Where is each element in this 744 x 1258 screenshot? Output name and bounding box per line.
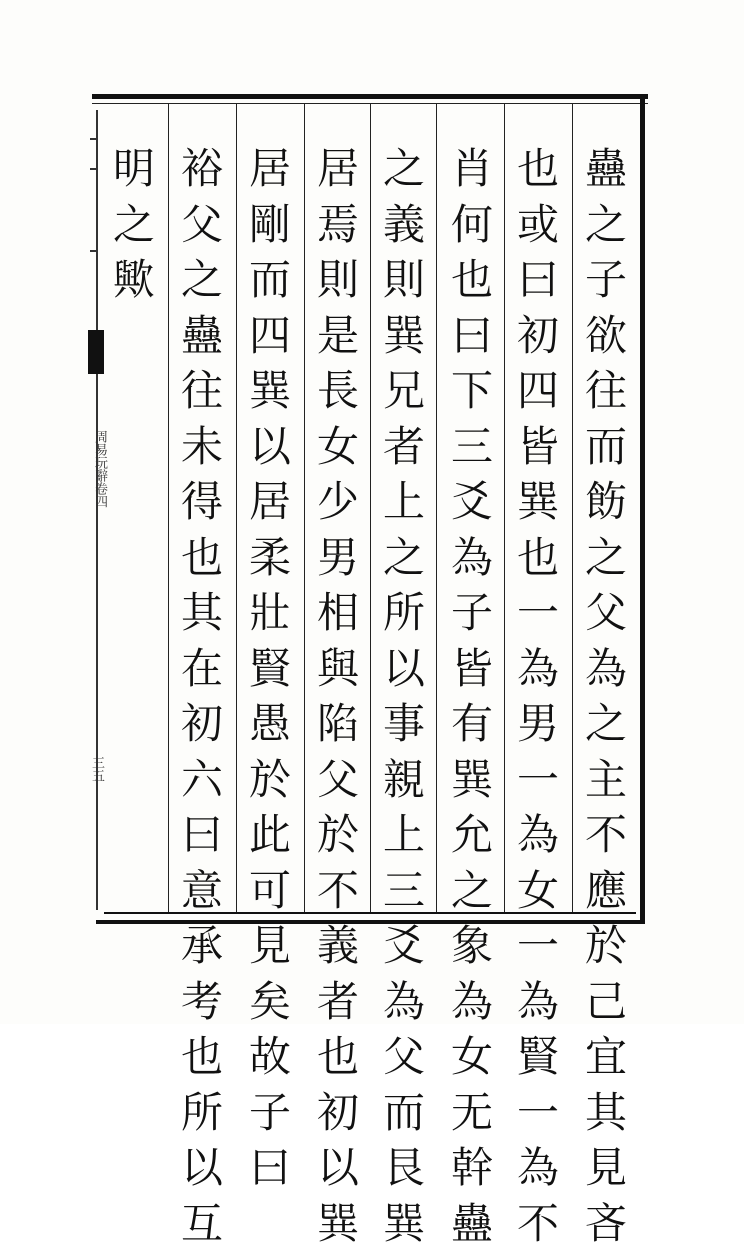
column-char: 吝: [585, 1203, 627, 1258]
column-char: 柔: [249, 537, 291, 593]
column-char: 爻: [383, 925, 425, 981]
column-rule: [370, 104, 371, 912]
column-char: 居: [249, 481, 291, 537]
column-char: 見: [249, 925, 291, 981]
column-char: 以: [249, 426, 291, 482]
column-char: 與: [317, 648, 359, 704]
column-char: 為: [517, 1147, 559, 1203]
column-char: 巽: [517, 481, 559, 537]
column-char: 而: [585, 426, 627, 482]
column-char: 故: [249, 1036, 291, 1092]
column-char: 巽: [383, 315, 425, 371]
column-char: 一: [517, 592, 559, 648]
column-char: 裕: [181, 148, 223, 204]
frame-left-border: [96, 110, 98, 910]
column-char: 則: [383, 259, 425, 315]
column-char: 六: [181, 759, 223, 815]
column-char: 為: [383, 981, 425, 1037]
column-char: 下: [451, 370, 493, 426]
column-char: 所: [383, 592, 425, 648]
column-char: 曰: [249, 1147, 291, 1203]
text-column-8: [104, 148, 164, 315]
column-char: 為: [451, 981, 493, 1037]
column-char: 父: [317, 759, 359, 815]
column-char: 事: [383, 703, 425, 759]
column-char: 不: [585, 814, 627, 870]
column-char: 无: [451, 1092, 493, 1148]
column-char: 也: [317, 1036, 359, 1092]
column-char: 以: [317, 1147, 359, 1203]
text-column-7: [172, 148, 232, 1258]
column-char: 意: [181, 870, 223, 926]
column-char: 肖: [451, 148, 493, 204]
column-char: 此: [249, 814, 291, 870]
column-char: 父: [585, 592, 627, 648]
column-char: 賢: [517, 1036, 559, 1092]
column-char: 男: [317, 537, 359, 593]
column-char: 蠱: [451, 1203, 493, 1258]
gutter-mark: [90, 250, 98, 252]
column-char: 見: [585, 1147, 627, 1203]
column-char: 考: [181, 981, 223, 1037]
column-char: 欲: [585, 315, 627, 371]
column-rule: [572, 104, 573, 912]
column-char: 初: [517, 315, 559, 371]
column-rule: [236, 104, 237, 912]
column-char: 子: [451, 592, 493, 648]
column-char: 有: [451, 703, 493, 759]
column-char: 兄: [383, 370, 425, 426]
column-char: 者: [383, 426, 425, 482]
column-char: 飭: [585, 481, 627, 537]
column-char: 往: [181, 370, 223, 426]
column-char: 四: [249, 315, 291, 371]
column-char: 於: [585, 925, 627, 981]
text-column-6: [240, 148, 300, 1203]
gutter-mark: [90, 138, 98, 140]
frame-right-border: [640, 94, 645, 924]
column-char: 者: [317, 981, 359, 1037]
column-char: 皆: [451, 648, 493, 704]
column-char: 之: [383, 148, 425, 204]
column-rule: [168, 104, 169, 912]
column-char: 象: [451, 925, 493, 981]
column-char: 男: [517, 703, 559, 759]
column-char: 曰: [517, 259, 559, 315]
column-char: 而: [383, 1092, 425, 1148]
column-char: 歟: [113, 259, 155, 315]
column-char: 則: [317, 259, 359, 315]
column-char: 己: [585, 981, 627, 1037]
column-char: 一: [517, 1092, 559, 1148]
column-char: 何: [451, 204, 493, 260]
column-char: 之: [383, 537, 425, 593]
column-char: 上: [383, 481, 425, 537]
fish-tail-mark: [88, 330, 104, 374]
column-char: 少: [317, 481, 359, 537]
column-char: 也: [451, 259, 493, 315]
column-char: 往: [585, 370, 627, 426]
column-char: 義: [383, 204, 425, 260]
column-char: 是: [317, 315, 359, 371]
column-char: 四: [517, 370, 559, 426]
column-char: 也: [181, 1036, 223, 1092]
column-char: 父: [383, 1036, 425, 1092]
column-char: 三: [451, 426, 493, 482]
column-char: 義: [317, 925, 359, 981]
column-char: 剛: [249, 204, 291, 260]
column-char: 之: [585, 537, 627, 593]
column-char: 以: [181, 1147, 223, 1203]
column-char: 允: [451, 814, 493, 870]
text-column-3: [442, 148, 502, 1258]
column-char: 得: [181, 481, 223, 537]
column-rule: [504, 104, 505, 912]
column-char: 或: [517, 204, 559, 260]
column-char: 巽: [317, 1203, 359, 1258]
column-char: 三: [383, 870, 425, 926]
column-char: 女: [451, 1036, 493, 1092]
column-char: 為: [517, 814, 559, 870]
column-char: 陷: [317, 703, 359, 759]
column-char: 之: [585, 204, 627, 260]
column-char: 以: [383, 648, 425, 704]
column-char: 可: [249, 870, 291, 926]
column-char: 之: [181, 259, 223, 315]
column-char: 也: [517, 148, 559, 204]
column-char: 而: [249, 259, 291, 315]
margin-page-number: 三五: [86, 756, 106, 782]
column-char: 也: [181, 537, 223, 593]
column-char: 居: [249, 148, 291, 204]
column-char: 其: [585, 1092, 627, 1148]
column-char: 為: [517, 981, 559, 1037]
gutter-mark: [90, 168, 98, 170]
column-char: 相: [317, 592, 359, 648]
margin-title: 周易玩辭卷四: [86, 430, 106, 508]
text-column-2: [508, 148, 568, 1258]
column-char: 之: [585, 703, 627, 759]
column-char: 所: [181, 1092, 223, 1148]
column-char: 一: [517, 925, 559, 981]
column-char: 不: [317, 870, 359, 926]
column-char: 不: [517, 1203, 559, 1258]
column-char: 宜: [585, 1036, 627, 1092]
column-char: 於: [317, 814, 359, 870]
column-char: 也: [517, 537, 559, 593]
frame-top-border: [92, 94, 648, 99]
column-char: 焉: [317, 204, 359, 260]
column-char: 愚: [249, 703, 291, 759]
column-rule: [436, 104, 437, 912]
column-char: 初: [317, 1092, 359, 1148]
text-column-4: [374, 148, 434, 1258]
column-char: 蠱: [585, 148, 627, 204]
column-char: 親: [383, 759, 425, 815]
column-char: 居: [317, 148, 359, 204]
column-char: 子: [249, 1092, 291, 1148]
column-char: 初: [181, 703, 223, 759]
column-char: 幹: [451, 1147, 493, 1203]
column-char: 未: [181, 426, 223, 482]
column-char: 之: [113, 204, 155, 260]
column-char: 皆: [517, 426, 559, 482]
column-char: 為: [451, 537, 493, 593]
column-char: 在: [181, 648, 223, 704]
column-char: 女: [517, 870, 559, 926]
column-char: 女: [317, 426, 359, 482]
column-char: 於: [249, 759, 291, 815]
column-char: 蠱: [181, 315, 223, 371]
text-column-5: [308, 148, 368, 1258]
column-char: 明: [113, 148, 155, 204]
column-char: 子: [585, 259, 627, 315]
column-char: 一: [517, 759, 559, 815]
column-char: 曰: [181, 814, 223, 870]
column-char: 巽: [383, 1203, 425, 1258]
column-char: 矣: [249, 981, 291, 1037]
column-char: 主: [585, 759, 627, 815]
column-char: 其: [181, 592, 223, 648]
column-char: 互: [181, 1203, 223, 1258]
column-char: 之: [451, 870, 493, 926]
column-char: 賢: [249, 648, 291, 704]
column-char: 上: [383, 814, 425, 870]
column-char: 父: [181, 204, 223, 260]
column-char: 巽: [249, 370, 291, 426]
column-char: 爻: [451, 481, 493, 537]
column-char: 巽: [451, 759, 493, 815]
column-char: 曰: [451, 315, 493, 371]
column-char: 艮: [383, 1147, 425, 1203]
column-char: 為: [585, 648, 627, 704]
column-char: 為: [517, 648, 559, 704]
column-char: 長: [317, 370, 359, 426]
column-char: 壯: [249, 592, 291, 648]
column-rule: [304, 104, 305, 912]
text-column-1: [576, 148, 636, 1258]
column-char: 承: [181, 925, 223, 981]
column-char: 應: [585, 870, 627, 926]
